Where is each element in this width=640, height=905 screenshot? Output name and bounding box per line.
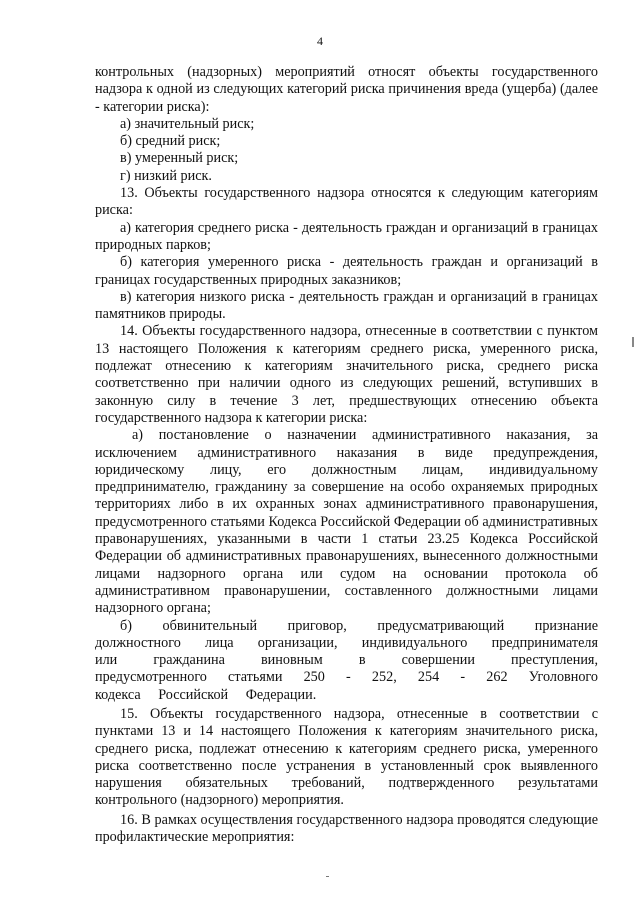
clause-13-a: а) категория среднего риска - деятельность граждан и организаций в границах природных парков; [95, 219, 598, 253]
page-number: 4 [317, 34, 323, 48]
clause-14-b: б) обвинительный приговор, предусматривающий признание должностного лица организации, индивидуального предпринимателя или гражданина виновным в совершении преступления, предусмотренного статьями 250 - 252, 254 - 262 Уголовного кодекса Российской Федерации. [95, 617, 598, 703]
clause-16: 16. В рамках осуществления государственного надзора проводятся следующие профилактические мероприятия: [95, 811, 598, 846]
list-item: а) значительный риск; [120, 115, 255, 132]
list-item: в) умеренный риск; [120, 150, 239, 167]
scan-speck [326, 876, 329, 877]
clause-13-b: б) категория умеренного риска - деятельность граждан и организаций в границах государственных природных заказников; [95, 254, 598, 288]
clause-13-c: в) категория низкого риска - деятельность граждан и организаций в границах памятников природы. [95, 288, 598, 323]
document-body [95, 64, 598, 846]
list-item: г) низкий риск. [120, 167, 212, 184]
scan-margin-mark [632, 337, 634, 347]
list-item: б) средний риск; [120, 133, 221, 150]
clause-13: 13. Объекты государственного надзора относятся к следующим категориям риска: [95, 185, 598, 219]
clause-14-a: а) постановление о назначении административного наказания, за исключением административного наказания в виде предупреждения, юридическому лицу, его должностным лицам, индивидуальному предпринимателю, гражданину за совершение на особо охраняемых природных территориях либо в их охранных зонах административного правонарушения, предусмотренного статьями Кодекса Российской Федерации об административных правонарушениях, указанными в части 1 статьи 23.25 Кодекса Российской Федерации об административных правонарушениях, вынесенного должностными лицами надзорного органа или судом на основании протокола об административном правонарушении, составленного должностными лицами надзорного органа; [95, 427, 598, 617]
risk-categories-list [95, 116, 598, 185]
intro-paragraph: контрольных (надзорных) мероприятий относят объекты государственного надзора к одной из следующих категорий риска причинения вреда (ущерба) (далее - категории риска): [95, 64, 598, 115]
clause-15: 15. Объекты государственного надзора, отнесенные в соответствии с пунктами 13 и 14 настоящего Положения к категориям значительного риска, среднего риска, подлежат отнесению к категориям среднего риска, умеренного риска соответственно после устранения в установленный срок выявленного нарушения обязательных требований, подтвержденного результатами контрольного (надзорного) мероприятия. [95, 705, 598, 809]
clause-14: 14. Объекты государственного надзора, отнесенные в соответствии с пунктом 13 настоящего Положения к категориям среднего риска, умеренного риска, подлежат отнесению к категориям значительного риска, среднего риска соответственно при наличии одного из следующих решений, вступивших в законную силу в течение 3 лет, предшествующих отнесению объекта государственного надзора к категории риска: [95, 323, 598, 426]
